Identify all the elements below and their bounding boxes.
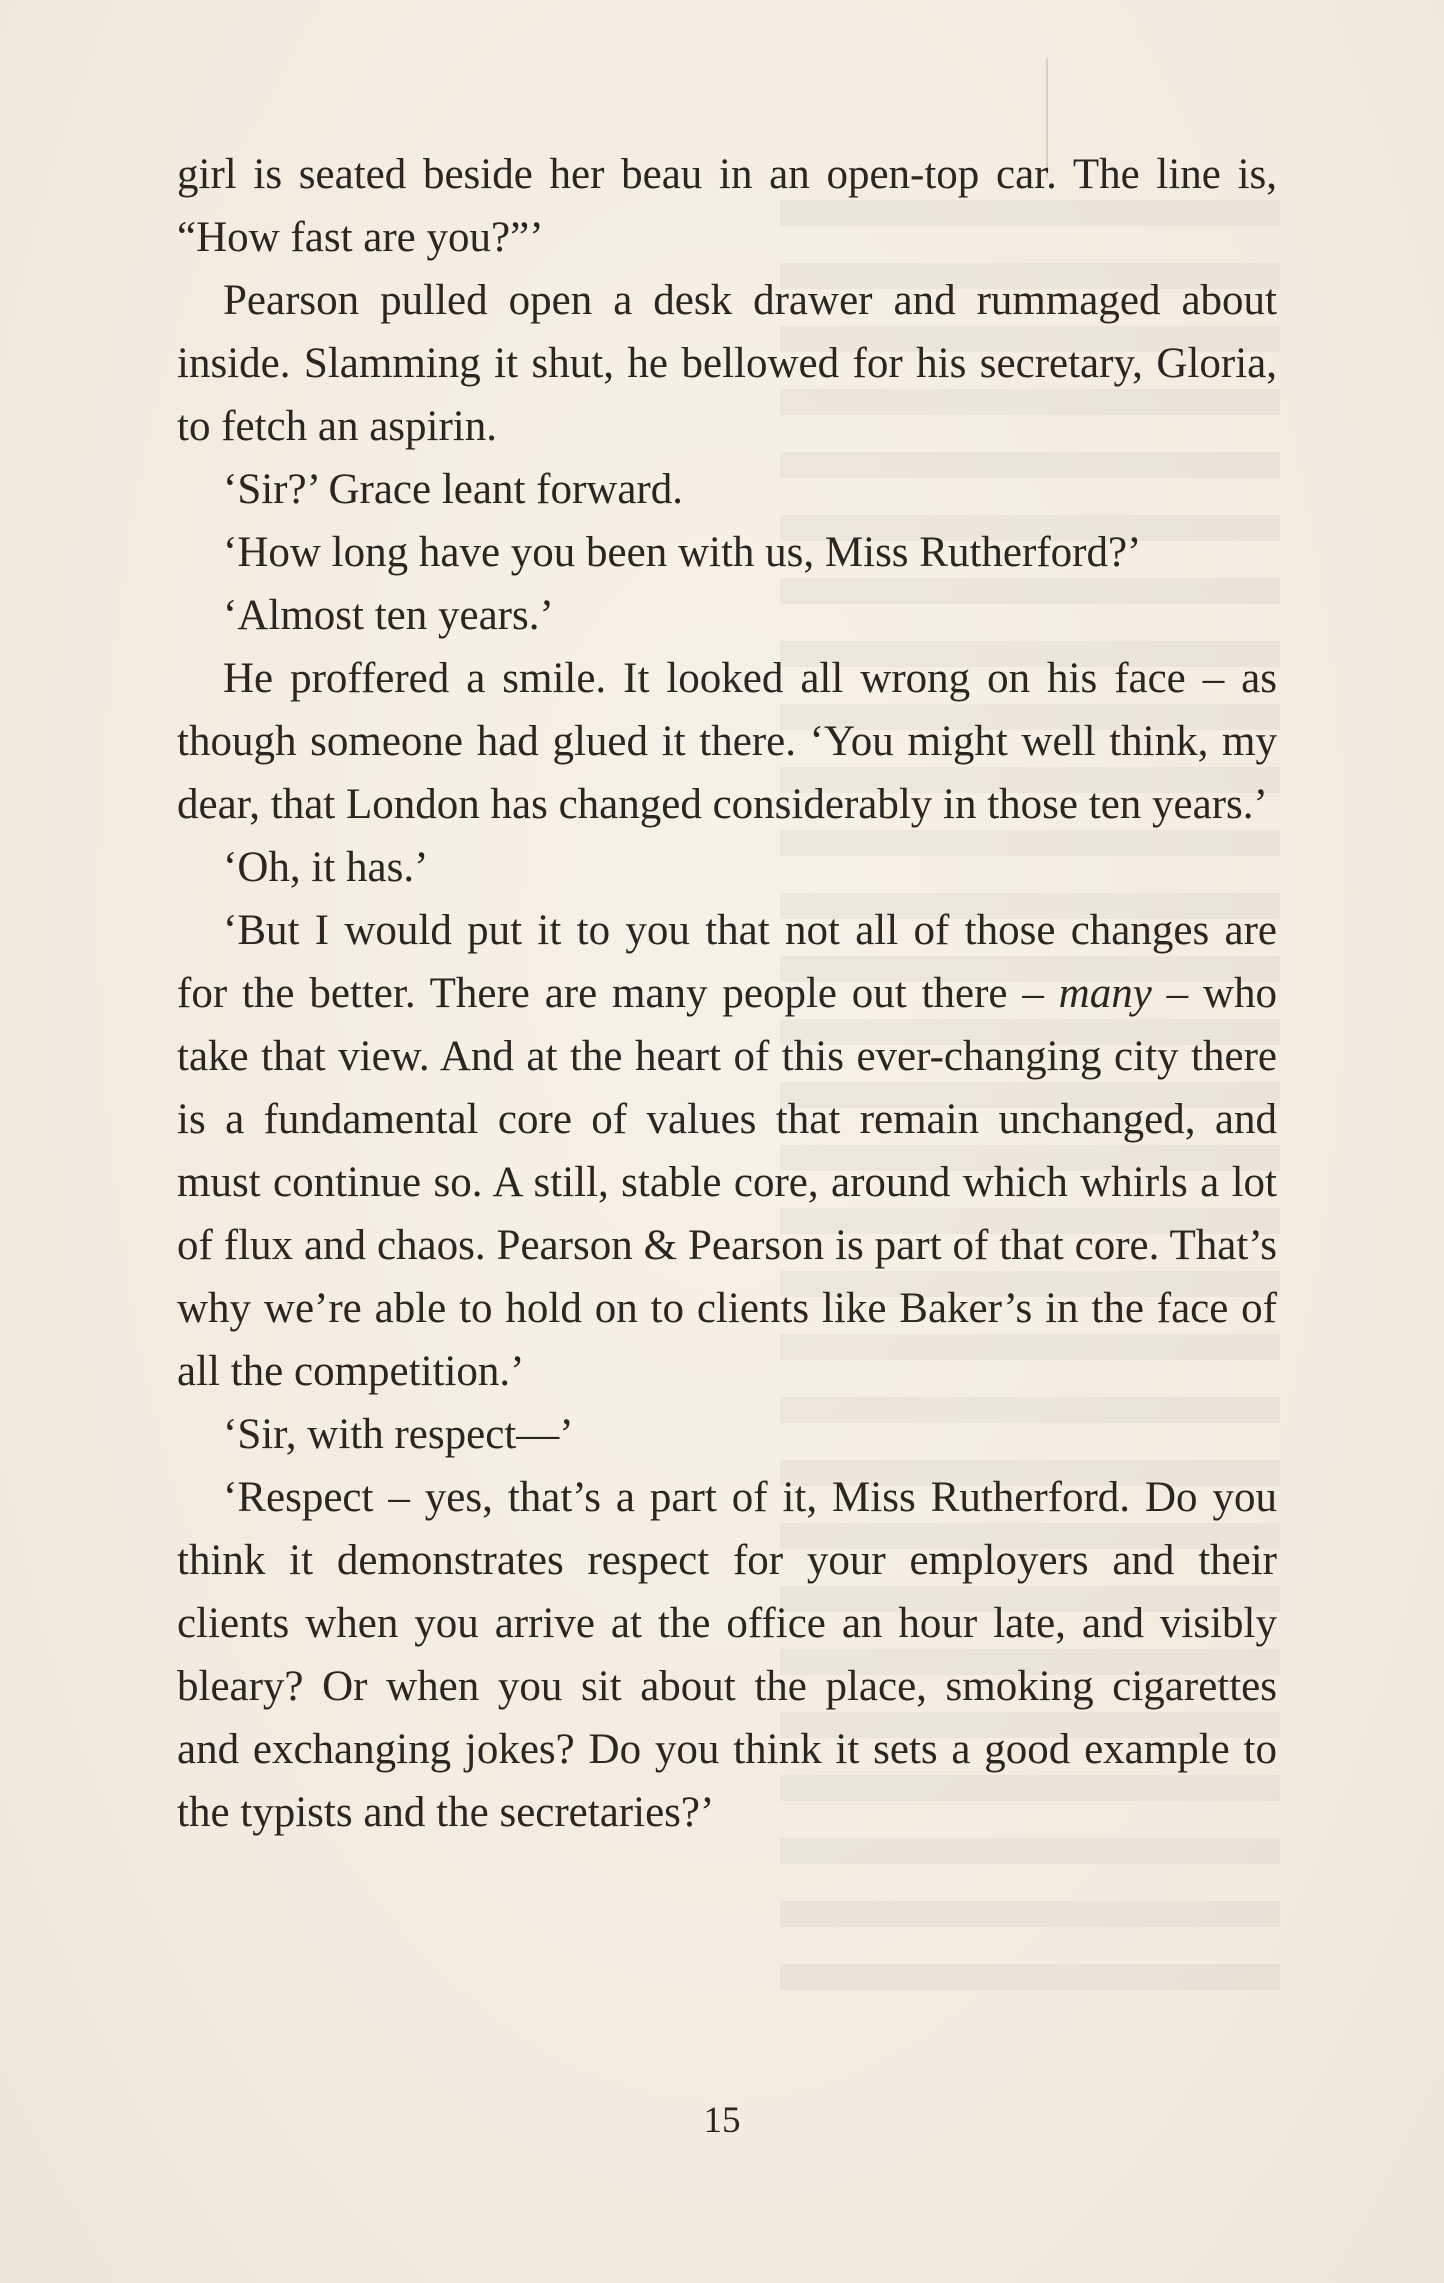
paragraph-text: – who take that view. And at the heart of this ever-changing city there is a fundamental core of values that remain unchanged, and must continue so. A still, stable core, around which whirls a lot of flux and chaos. Pearson & Pearson is part of that core. That’s why we’re able to hold on to clients like Baker’s in the face of all the competition.’: [177, 970, 1277, 1395]
paragraph: ‘Sir, with respect—’: [223, 1411, 574, 1458]
paragraph: ‘How long have you been with us, Miss Rutherford?’: [223, 529, 1142, 576]
paragraph: [177, 899, 1277, 1403]
paragraph: girl is seated beside her beau in an open-top car. The line is, “How fast are you?”’: [177, 151, 1277, 261]
paragraph: Pearson pulled open a desk drawer and rummaged about inside. Slamming it shut, he bellowed for his secretary, Gloria, to fetch an aspirin.: [177, 277, 1277, 450]
paragraph: He proffered a smile. It looked all wrong on his face – as though someone had glued it there. ‘You might well think, my dear, that London has changed considerably in those ten years.’: [177, 655, 1277, 828]
page-number: 15: [703, 2100, 741, 2141]
paragraph-text: ‘But I would put it to you that not all of those changes are for the better. There are many people out there –: [177, 907, 1277, 1017]
paragraph: ‘Respect – yes, that’s a part of it, Miss Rutherford. Do you think it demonstrates respect for your employers and their clients when you arrive at the office an hour late, and visibly bleary? Or when you sit about the place, smoking cigarettes and exchanging jokes? Do you think it sets a good example to the typists and the secretaries?’: [177, 1474, 1277, 1836]
paragraph: ‘Oh, it has.’: [223, 844, 429, 891]
paragraph: ‘Almost ten years.’: [223, 592, 554, 639]
body-text: [177, 143, 1277, 1844]
paragraph: ‘Sir?’ Grace leant forward.: [223, 466, 684, 513]
emphasized-word: many: [1058, 970, 1152, 1017]
